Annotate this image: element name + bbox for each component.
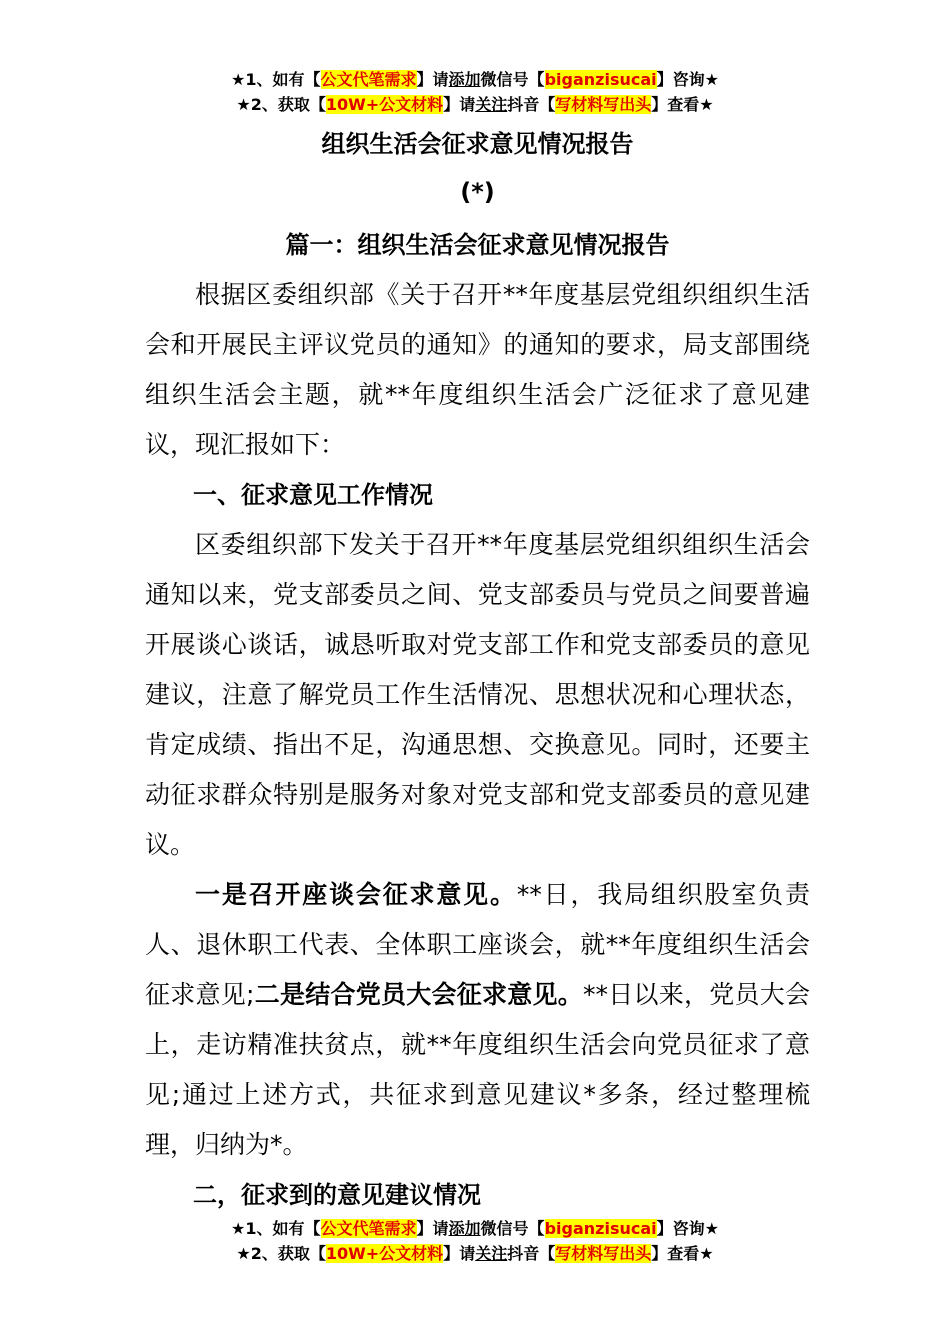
banner-line-2: ★2、获取【10W+公文材料】请关注抖音【写材料写出头】查看★ xyxy=(236,95,714,114)
top-banner xyxy=(0,67,950,117)
section-2-heading: 二，征求到的意见建议情况 xyxy=(193,1181,481,1209)
method-1-lead: 一是召开座谈会征求意见。 xyxy=(195,880,517,909)
highlight-materials: 10W+公文材料 xyxy=(325,1244,444,1263)
highlight-douyin: 写材料写出头 xyxy=(555,1244,652,1263)
highlight-materials: 10W+公文材料 xyxy=(325,95,444,114)
section-1-heading: 一、征求意见工作情况 xyxy=(193,481,433,509)
highlight-service: 公文代笔需求 xyxy=(320,1219,417,1238)
section-1-methods-paragraph: 一是召开座谈会征求意见。**日，我局组织股室负责人、退休职工代表、全体职工座谈会，就**年度组织生活会征求意见;二是结合党员大会征求意见。**日以来，党员大会上，走访精准扶贫点，就**年度组织生活会向党员征求了意见;通过上述方式，共征求到意见建议*多条，经过整理梳理，归纳为*。 xyxy=(145,880,810,1159)
intro-paragraph: 根据区委组织部《关于召开**年度基层党组织组织生活会和开展民主评议党员的通知》的通知的要求，局支部围绕组织生活会主题，就**年度组织生活会广泛征求了意见建议，现汇报如下： xyxy=(145,280,810,459)
document-subtitle: (*) xyxy=(460,178,495,206)
bottom-banner xyxy=(0,1216,950,1266)
highlight-douyin: 写材料写出头 xyxy=(555,95,652,114)
chapter-title: 篇一：组织生活会征求意见情况报告 xyxy=(285,231,670,259)
banner-line-2: ★2、获取【10W+公文材料】请关注抖音【写材料写出头】查看★ xyxy=(236,1244,714,1263)
highlight-service: 公文代笔需求 xyxy=(320,70,417,89)
document-title: 组织生活会征求意见情况报告 xyxy=(321,130,634,158)
highlight-wechat-id: biganzisucai xyxy=(544,1219,657,1238)
section-1-paragraph: 区委组织部下发关于召开**年度基层党组织组织生活会通知以来，党支部委员之间、党支部委员与党员之间要普遍开展谈心谈话，诚恳听取对党支部工作和党支部委员的意见建议，注意了解党员工作生活情况、思想状况和心理状态，肯定成绩、指出不足，沟通思想、交换意见。同时，还要主动征求群众特别是服务对象对党支部和党支部委员的意见建议。 xyxy=(145,530,810,859)
highlight-wechat-id: biganzisucai xyxy=(544,70,657,89)
banner-line-1: ★1、如有【公文代笔需求】请添加微信号【biganzisucai】咨询★ xyxy=(231,1219,719,1238)
method-2-lead: 二是结合党员大会征求意见。 xyxy=(254,980,583,1009)
document-body xyxy=(145,124,810,1220)
banner-line-1: ★1、如有【公文代笔需求】请添加微信号【biganzisucai】咨询★ xyxy=(231,70,719,89)
